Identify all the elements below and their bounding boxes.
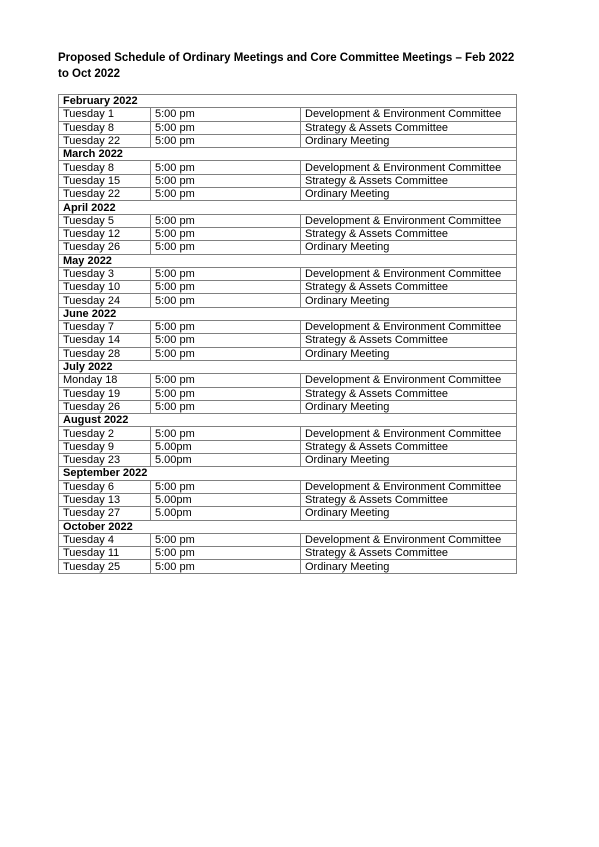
meeting-date-cell: Tuesday 2	[59, 427, 151, 440]
meeting-name-cell: Development & Environment Committee	[301, 108, 517, 121]
table-row	[59, 547, 517, 560]
meeting-date-cell: Tuesday 22	[59, 134, 151, 147]
month-header-row	[59, 307, 517, 320]
meeting-name-cell: Ordinary Meeting	[301, 188, 517, 201]
meeting-date-cell: Tuesday 24	[59, 294, 151, 307]
schedule-body	[59, 95, 517, 574]
table-row	[59, 374, 517, 387]
meeting-name-cell: Strategy & Assets Committee	[301, 121, 517, 134]
meeting-date-cell: Tuesday 1	[59, 108, 151, 121]
meeting-date-cell: Tuesday 5	[59, 214, 151, 227]
meeting-date-cell: Tuesday 26	[59, 241, 151, 254]
table-row	[59, 321, 517, 334]
table-row	[59, 334, 517, 347]
meeting-name-cell: Strategy & Assets Committee	[301, 281, 517, 294]
meeting-date-cell: Tuesday 12	[59, 227, 151, 240]
meeting-time-cell: 5:00 pm	[151, 241, 301, 254]
table-row	[59, 560, 517, 573]
meeting-date-cell: Tuesday 27	[59, 507, 151, 520]
meeting-name-cell: Strategy & Assets Committee	[301, 174, 517, 187]
meeting-name-cell: Development & Environment Committee	[301, 161, 517, 174]
table-row	[59, 241, 517, 254]
meeting-time-cell: 5:00 pm	[151, 334, 301, 347]
meeting-date-cell: Tuesday 15	[59, 174, 151, 187]
month-heading: March 2022	[59, 148, 517, 161]
meeting-name-cell: Ordinary Meeting	[301, 134, 517, 147]
month-header-row	[59, 95, 517, 108]
meeting-date-cell: Tuesday 8	[59, 161, 151, 174]
meeting-date-cell: Tuesday 3	[59, 267, 151, 280]
meeting-name-cell: Development & Environment Committee	[301, 374, 517, 387]
table-row	[59, 493, 517, 506]
month-header-row	[59, 201, 517, 214]
table-row	[59, 347, 517, 360]
month-header-row	[59, 148, 517, 161]
table-row	[59, 108, 517, 121]
meeting-schedule-table	[58, 94, 517, 574]
meeting-time-cell: 5:00 pm	[151, 387, 301, 400]
meeting-date-cell: Tuesday 19	[59, 387, 151, 400]
meeting-date-cell: Tuesday 13	[59, 493, 151, 506]
table-row	[59, 281, 517, 294]
meeting-time-cell: 5:00 pm	[151, 533, 301, 546]
meeting-time-cell: 5:00 pm	[151, 294, 301, 307]
meeting-name-cell: Ordinary Meeting	[301, 241, 517, 254]
meeting-date-cell: Monday 18	[59, 374, 151, 387]
meeting-time-cell: 5:00 pm	[151, 108, 301, 121]
table-row	[59, 387, 517, 400]
table-row	[59, 174, 517, 187]
meeting-name-cell: Ordinary Meeting	[301, 560, 517, 573]
meeting-time-cell: 5:00 pm	[151, 281, 301, 294]
meeting-time-cell: 5:00 pm	[151, 347, 301, 360]
month-header-row	[59, 254, 517, 267]
table-row	[59, 294, 517, 307]
table-row	[59, 188, 517, 201]
meeting-time-cell: 5:00 pm	[151, 267, 301, 280]
meeting-date-cell: Tuesday 10	[59, 281, 151, 294]
meeting-name-cell: Strategy & Assets Committee	[301, 387, 517, 400]
meeting-date-cell: Tuesday 26	[59, 400, 151, 413]
meeting-time-cell: 5:00 pm	[151, 121, 301, 134]
month-heading: May 2022	[59, 254, 517, 267]
table-row	[59, 427, 517, 440]
meeting-time-cell: 5.00pm	[151, 440, 301, 453]
meeting-name-cell: Development & Environment Committee	[301, 533, 517, 546]
meeting-time-cell: 5:00 pm	[151, 400, 301, 413]
meeting-date-cell: Tuesday 6	[59, 480, 151, 493]
meeting-date-cell: Tuesday 28	[59, 347, 151, 360]
meeting-date-cell: Tuesday 11	[59, 547, 151, 560]
table-row	[59, 400, 517, 413]
meeting-name-cell: Development & Environment Committee	[301, 321, 517, 334]
meeting-name-cell: Strategy & Assets Committee	[301, 547, 517, 560]
meeting-time-cell: 5:00 pm	[151, 547, 301, 560]
meeting-name-cell: Strategy & Assets Committee	[301, 334, 517, 347]
table-row	[59, 227, 517, 240]
month-header-row	[59, 520, 517, 533]
table-row	[59, 161, 517, 174]
page-title: Proposed Schedule of Ordinary Meetings and Core Committee Meetings – Feb 2022 to Oct 2022	[58, 52, 515, 80]
meeting-time-cell: 5:00 pm	[151, 188, 301, 201]
meeting-time-cell: 5:00 pm	[151, 214, 301, 227]
meeting-name-cell: Development & Environment Committee	[301, 480, 517, 493]
meeting-time-cell: 5.00pm	[151, 507, 301, 520]
table-row	[59, 214, 517, 227]
meeting-time-cell: 5:00 pm	[151, 161, 301, 174]
meeting-date-cell: Tuesday 14	[59, 334, 151, 347]
table-row	[59, 480, 517, 493]
table-row	[59, 134, 517, 147]
meeting-name-cell: Ordinary Meeting	[301, 400, 517, 413]
meeting-time-cell: 5:00 pm	[151, 134, 301, 147]
month-heading: February 2022	[59, 95, 517, 108]
meeting-time-cell: 5:00 pm	[151, 321, 301, 334]
meeting-name-cell: Ordinary Meeting	[301, 454, 517, 467]
month-heading: June 2022	[59, 307, 517, 320]
meeting-name-cell: Development & Environment Committee	[301, 267, 517, 280]
month-heading: April 2022	[59, 201, 517, 214]
meeting-date-cell: Tuesday 22	[59, 188, 151, 201]
meeting-date-cell: Tuesday 25	[59, 560, 151, 573]
month-header-row	[59, 467, 517, 480]
meeting-date-cell: Tuesday 8	[59, 121, 151, 134]
meeting-name-cell: Strategy & Assets Committee	[301, 440, 517, 453]
table-row	[59, 440, 517, 453]
month-heading: September 2022	[59, 467, 517, 480]
meeting-time-cell: 5:00 pm	[151, 427, 301, 440]
meeting-name-cell: Strategy & Assets Committee	[301, 227, 517, 240]
month-heading: July 2022	[59, 360, 517, 373]
table-row	[59, 267, 517, 280]
meeting-time-cell: 5.00pm	[151, 454, 301, 467]
meeting-date-cell: Tuesday 9	[59, 440, 151, 453]
meeting-name-cell: Development & Environment Committee	[301, 214, 517, 227]
meeting-name-cell: Ordinary Meeting	[301, 294, 517, 307]
month-header-row	[59, 414, 517, 427]
table-row	[59, 507, 517, 520]
month-heading: October 2022	[59, 520, 517, 533]
table-row	[59, 454, 517, 467]
meeting-name-cell: Ordinary Meeting	[301, 347, 517, 360]
meeting-name-cell: Ordinary Meeting	[301, 507, 517, 520]
table-row	[59, 533, 517, 546]
meeting-time-cell: 5:00 pm	[151, 174, 301, 187]
meeting-time-cell: 5:00 pm	[151, 227, 301, 240]
table-row	[59, 121, 517, 134]
meeting-time-cell: 5:00 pm	[151, 374, 301, 387]
meeting-time-cell: 5.00pm	[151, 493, 301, 506]
meeting-date-cell: Tuesday 23	[59, 454, 151, 467]
meeting-name-cell: Development & Environment Committee	[301, 427, 517, 440]
meeting-date-cell: Tuesday 4	[59, 533, 151, 546]
meeting-date-cell: Tuesday 7	[59, 321, 151, 334]
meeting-name-cell: Strategy & Assets Committee	[301, 493, 517, 506]
meeting-time-cell: 5:00 pm	[151, 560, 301, 573]
meeting-time-cell: 5:00 pm	[151, 480, 301, 493]
month-heading: August 2022	[59, 414, 517, 427]
month-header-row	[59, 360, 517, 373]
